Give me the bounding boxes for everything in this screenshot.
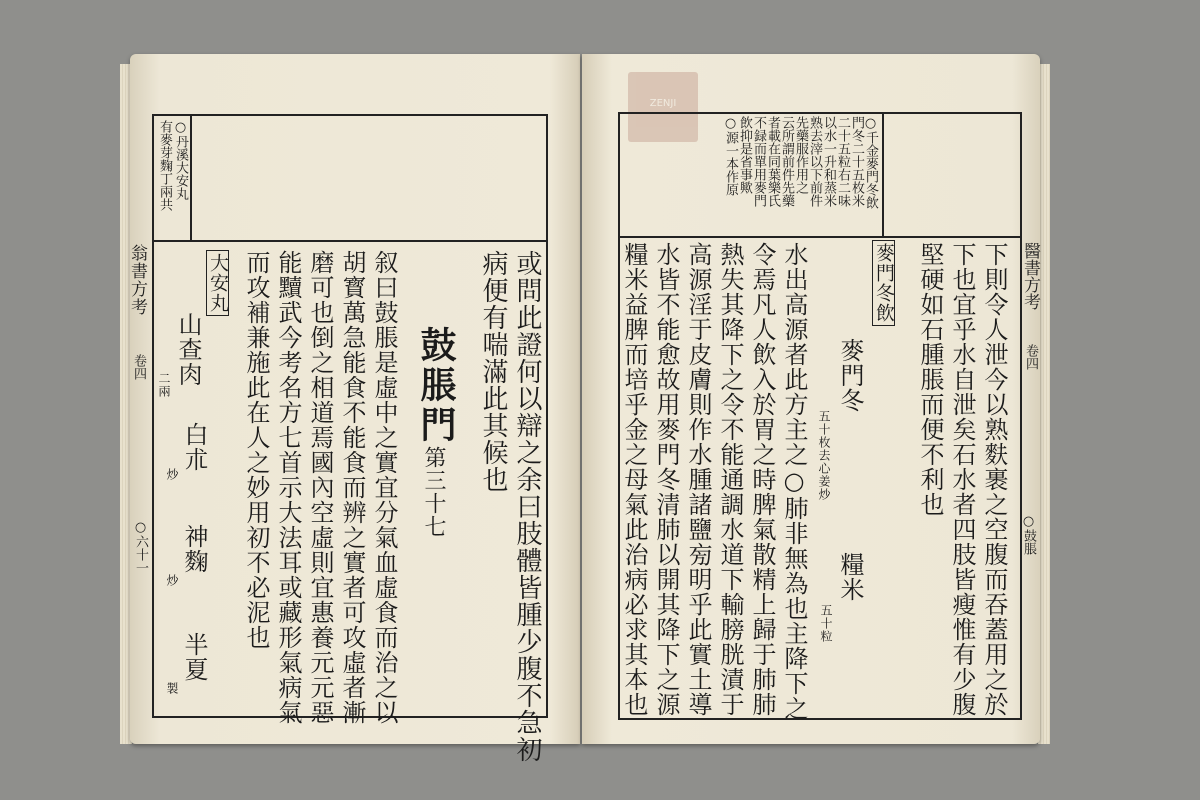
ingredient-2: 白朮 — [180, 422, 208, 472]
right-ingredient-1: 麥門冬 — [836, 338, 864, 413]
chapter-number: 第三十七 — [421, 446, 446, 538]
ingredient-4-note: 製 — [165, 682, 179, 695]
right-header-note-10: 飲抑是省事歟 — [737, 116, 752, 194]
ingredient-1-note: 二兩 — [157, 372, 171, 398]
right-header-note-8: 者載在同葉樂氏 — [765, 116, 780, 207]
right-header-note-7: 云所謂前件先藥 — [779, 116, 794, 207]
ingredient-2-note: 炒 — [165, 468, 179, 481]
right-header-note-1: ○千金麥門冬飲 — [863, 116, 878, 209]
right-header-note-4: 以水一升和蒸米 — [821, 116, 836, 207]
right-pre-text-line: 下也宜乎水自泄矣石水者四肢皆瘦惟有少腹 — [948, 242, 976, 717]
right-top-line-1: 下則令人泄今以熟麩裹之空腹而吞蓋用之於 — [980, 242, 1008, 717]
stamp-text: ZENJI — [649, 98, 677, 109]
right-margin-volume: 卷四 — [1023, 344, 1038, 370]
left-header-note-1: ○丹溪大安丸 — [173, 120, 188, 200]
left-margin-folio: ○六十一 — [133, 520, 148, 574]
formula-name-left: 大安丸 — [206, 250, 229, 316]
text-line-3: 磨可也倒之相道焉國內空虛則宜惠養元元惡 — [306, 250, 334, 725]
right-top-line-2: 堅硬如石腫脹而便不利也 — [916, 242, 944, 517]
ingredient-4: 半夏 — [180, 632, 208, 682]
ingredient-3: 神麴 — [180, 524, 208, 574]
left-margin-volume: 卷四 — [131, 354, 146, 380]
right-text-line-2: 令焉凡人飲入於胃之時脾氣散精上歸于肺肺 — [748, 242, 776, 717]
text-line-1: 叙曰鼓脹是虛中之實宜分氣血虛食而治之以 — [370, 250, 398, 725]
right-text-line-5: 水皆不能愈故用麥門冬清肺以開其降下之源 — [652, 242, 680, 717]
right-text-line-1: 水出高源者此方主之○肺非無為也主降下之 — [780, 242, 808, 721]
ingredient-1: 山查肉 — [174, 312, 202, 387]
left-header-divider — [190, 114, 192, 240]
right-text-line-4: 高源淫于皮膚則作水腫諸鹽㫄明乎此實土導 — [684, 242, 712, 717]
formula-name-right: 麥門冬飲 — [872, 240, 895, 326]
text-line-2: 胡寳萬急能食不能食而辨之實者可攻虛者漸 — [338, 250, 366, 725]
right-ingredient-2: 糧米 — [836, 552, 864, 602]
right-margin-folio: ○鼓脹 — [1021, 514, 1036, 555]
left-header-rule — [152, 240, 546, 242]
left-header-note-2: 有麥芽麴丁兩共 — [157, 120, 172, 211]
question-line-1: 或問此證何以辯之余曰肢體皆腫少腹不急初 — [512, 250, 542, 763]
right-header-note-9: 不録而單用麥門 — [751, 116, 766, 207]
left-page — [127, 54, 580, 763]
right-header-divider — [882, 112, 884, 236]
chapter-title: 鼓脹門 — [415, 326, 457, 446]
right-ingredient-2-note: 五十粒 — [819, 604, 833, 643]
left-margin-title: 翁書方考 — [127, 244, 147, 316]
right-header-note-6: 先藥服作用之 — [793, 116, 808, 194]
right-header-rule — [618, 236, 1020, 238]
right-text-line-6: 糧米益脾而培乎金之母氣此治病必求其本也 — [620, 242, 648, 717]
ingredient-3-note: 炒 — [165, 574, 179, 587]
right-header-note-3: 二十五粒右二味 — [835, 116, 850, 207]
right-header-note-2: 門冬二十五枚米 — [849, 116, 864, 207]
right-text-line-3: 熱失其降下之令不能通調水道下輸膀胱漬于 — [716, 242, 744, 717]
text-line-5: 而攻補兼施此在人之妙用初不必泥也 — [242, 250, 270, 650]
question-line-2: 病便有喘滿此其候也 — [478, 250, 508, 493]
open-book — [127, 54, 1040, 763]
text-line-4: 能黷武今考名方七首示大法耳或藏形氣病氣 — [274, 250, 302, 725]
right-ingredient-1-note: 五十枚去心姜炒 — [817, 410, 831, 501]
right-header-note-11: ○源一本作原 — [723, 116, 738, 196]
right-header-note-5: 熟去滓以下前件 — [807, 116, 822, 207]
right-margin-title: 醫書方考 — [1020, 242, 1040, 310]
